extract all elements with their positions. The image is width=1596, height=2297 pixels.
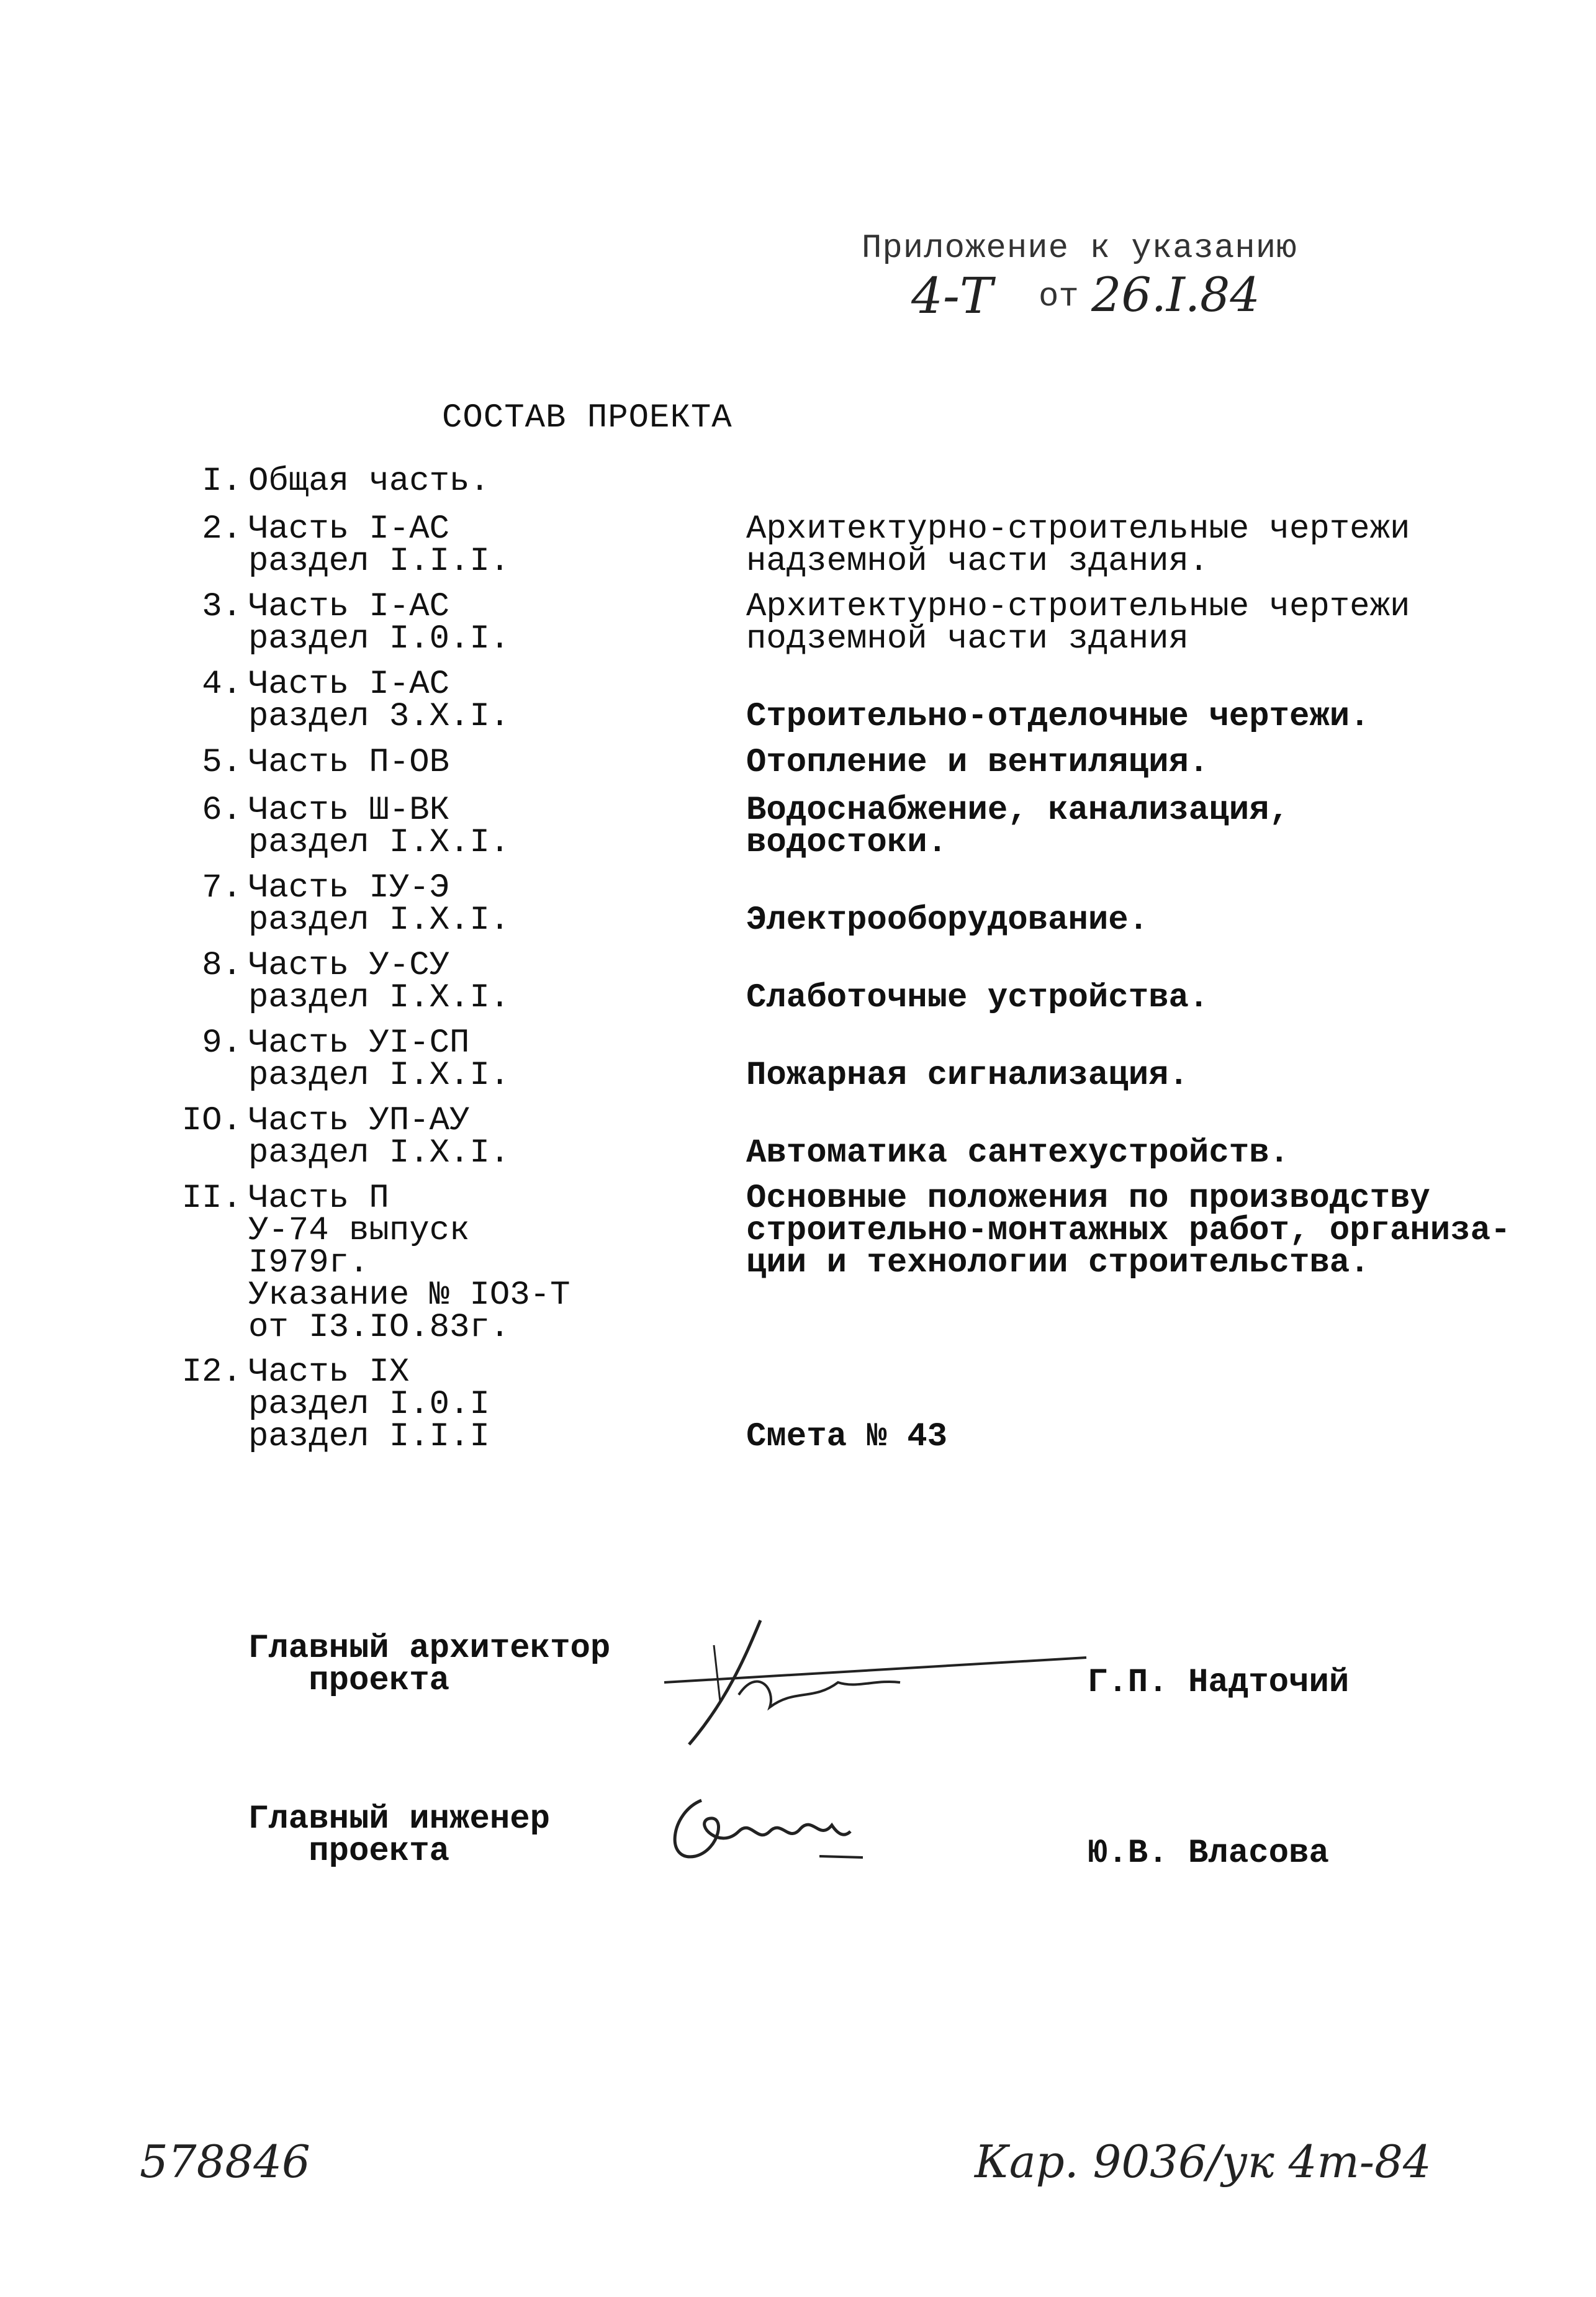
chief-engineer-label: Главный инженер проекта xyxy=(248,1800,551,1871)
chief-engineer-signature xyxy=(664,1788,888,1881)
item-part: Часть IУ-Э раздел I.Х.I. xyxy=(248,869,510,939)
item-number: 3. xyxy=(202,588,242,626)
item-description: Пожарная сигнализация. xyxy=(746,1057,1189,1094)
item-part: Часть УI-СП раздел I.Х.I. xyxy=(248,1024,510,1094)
item-number: 7. xyxy=(202,869,242,907)
item-number: 6. xyxy=(202,792,242,829)
item-description: Электрооборудование. xyxy=(746,901,1149,939)
item-part: Часть I-АС раздел I.0.I. xyxy=(248,588,510,658)
appendix-reference xyxy=(862,267,1358,329)
item-number: II. xyxy=(181,1180,242,1217)
item-number: 4. xyxy=(202,666,242,703)
chief-architect-name: Г.П. Надточий xyxy=(1088,1664,1350,1702)
item-part: Часть I-АС раздел I.I.I. xyxy=(248,510,510,580)
document-title: СОСТАВ ПРОЕКТА xyxy=(442,399,733,437)
footer-reference: Кар. 9036/ук 4т-84 xyxy=(975,2136,1431,2188)
item-part: Часть IХ раздел I.0.I раздел I.I.I xyxy=(248,1353,490,1456)
item-part: Часть П У-74 выпуск I979г. Указание № IO3-Т от I3.IO.83г. xyxy=(248,1180,570,1347)
item-number: 2. xyxy=(202,510,242,548)
appendix-from-word: от xyxy=(1039,278,1079,316)
appendix-date: 26.I.84 xyxy=(1091,267,1260,322)
item-part: Часть У-СУ раздел I.Х.I. xyxy=(248,947,510,1017)
item-part: Часть Ш-ВК раздел I.Х.I. xyxy=(248,792,510,862)
item-number: I. xyxy=(202,463,242,500)
item-description: Смета № 43 xyxy=(746,1418,948,1456)
item-part: Общая часть. xyxy=(248,463,490,500)
appendix-number: 4-Т xyxy=(911,267,993,325)
item-part: Часть I-АС раздел 3.Х.I. xyxy=(248,666,510,736)
appendix-caption: Приложение к указанию xyxy=(862,230,1297,268)
chief-architect-label: Главный архитектор проекта xyxy=(248,1630,611,1700)
item-number: 5. xyxy=(202,744,242,782)
item-number: IO. xyxy=(181,1102,242,1140)
footer-archive-number: 578846 xyxy=(140,2136,310,2188)
chief-architect-signature xyxy=(652,1608,1099,1751)
item-description: Архитектурно-строительные чертежи надземной части здания. xyxy=(746,510,1410,580)
item-description: Основные положения по производству строительно-монтажных работ, организа- ции и технологии строительства. xyxy=(746,1180,1511,1282)
item-description: Автоматика сантехустройств. xyxy=(746,1134,1289,1172)
item-number: I2. xyxy=(181,1353,242,1391)
item-description: Отопление и вентиляция. xyxy=(746,744,1209,782)
item-description: Водоснабжение, канализация, водостоки. xyxy=(746,792,1289,862)
item-description: Слаботочные устройства. xyxy=(746,979,1209,1017)
item-number: 8. xyxy=(202,947,242,985)
item-part: Часть П-ОВ xyxy=(248,744,450,782)
item-description: Строительно-отделочные чертежи. xyxy=(746,698,1370,736)
item-description: Архитектурно-строительные чертежи подземной части здания xyxy=(746,588,1410,658)
chief-engineer-name: Ю.В. Власова xyxy=(1088,1834,1329,1872)
item-part: Часть УП-АУ раздел I.Х.I. xyxy=(248,1102,510,1172)
item-number: 9. xyxy=(202,1024,242,1062)
